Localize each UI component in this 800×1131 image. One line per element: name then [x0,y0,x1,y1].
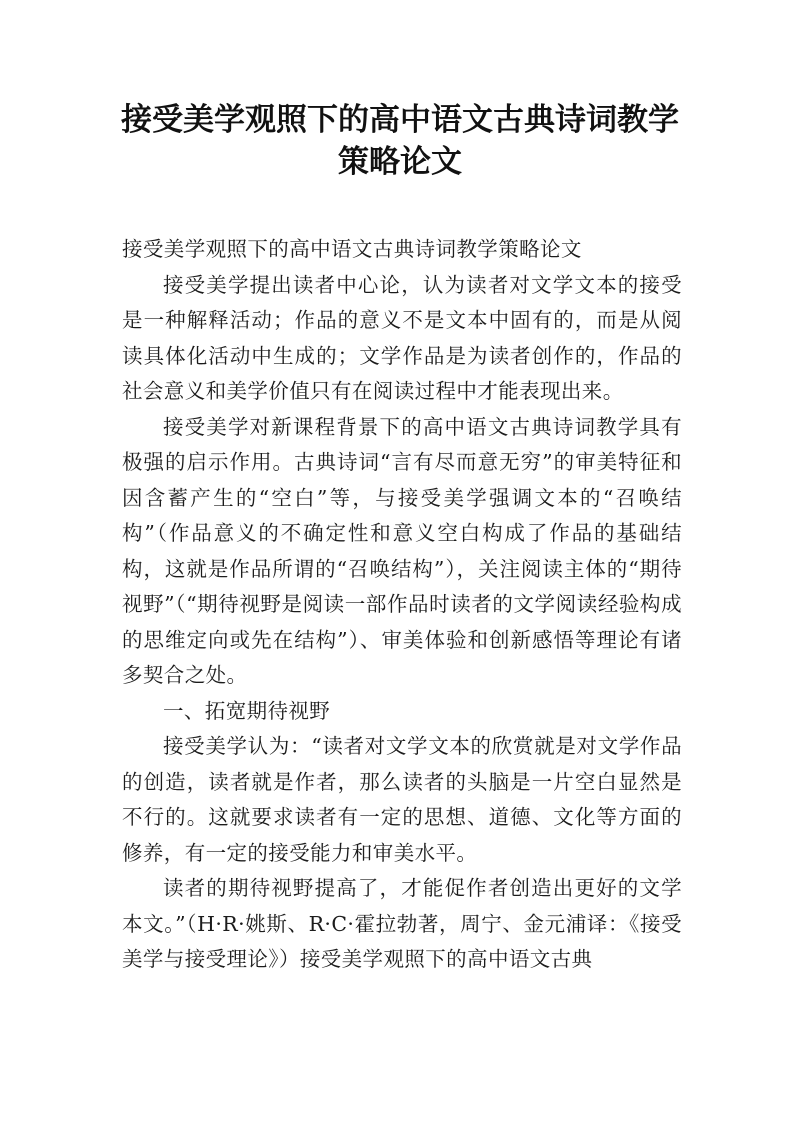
paragraph-reader-center-theory: 接受美学提出读者中心论，认为读者对文学文本的接受是一种解释活动；作品的意义不是文本中固有的，而是从阅读具体化活动中生成的；文学作品是为读者创作的，作品的社会意义和美学价值只有在阅读过程中才能表现出来。 [122,272,682,403]
document-title-line-2: 策略论文 [338,144,462,180]
document-body [122,232,682,978]
paragraph-expectation-horizon: 读者的期待视野提高了，才能促作者创造出更好的文学本文。”（H·R·姚斯、R·C·霍拉勃著，周宁、金元浦译：《接受美学与接受理论》）接受美学观照下的高中语文古典 [122,876,682,971]
paragraph-reader-appreciation: 接受美学认为：“读者对文学文本的欣赏就是对文学作品的创造，读者就是作者，那么读者的头脑是一片空白显然是不行的。这就要求读者有一定的思想、道德、文化等方面的修养，有一定的接受能力和审美水平。 [122,734,682,865]
section-heading-1: 一、拓宽期待视野 [163,698,331,723]
document-title-line-1: 接受美学观照下的高中语文古典诗词教学 [121,102,679,138]
paragraph-enlightenment: 接受美学对新课程背景下的高中语文古典诗词教学具有极强的启示作用。古典诗词“言有尽而意无穷”的审美特征和因含蓄产生的“空白”等，与接受美学强调文本的“召唤结构”（作品意义的不确定性和意义空白构成了作品的基础结构，这就是作品所谓的“召唤结构”），关注阅读主体的“期待视野”（“期待视野是阅读一部作品时读者的文学阅读经验构成的思维定向或先在结构”）、审美体验和创新感悟等理论有诸多契合之处。 [122,414,682,687]
document-subtitle: 接受美学观照下的高中语文古典诗词教学策略论文 [122,237,582,261]
